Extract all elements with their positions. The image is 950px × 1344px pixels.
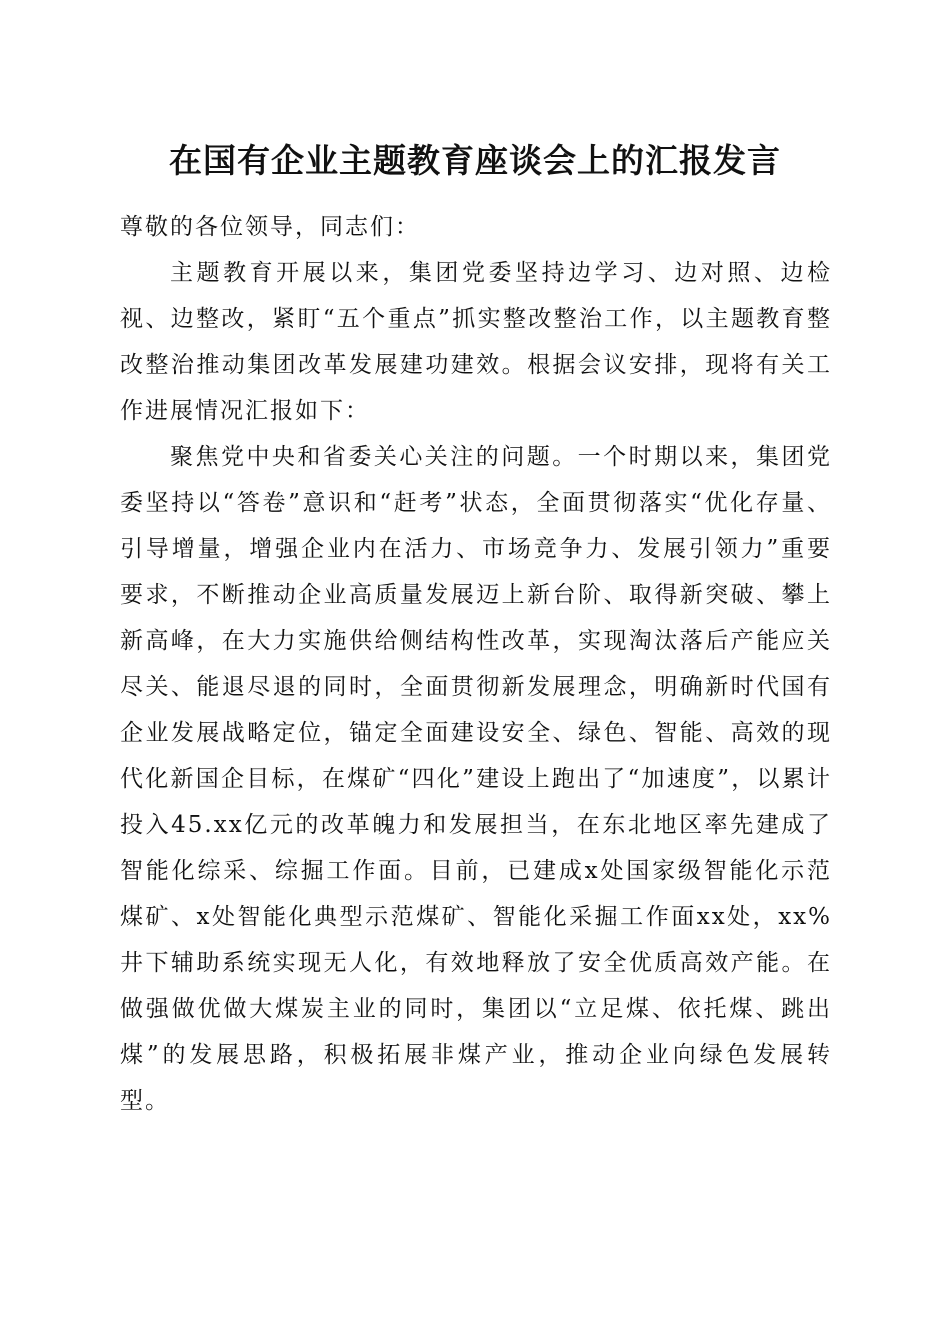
document-title: 在国有企业主题教育座谈会上的汇报发言 [169,141,781,180]
document-body [120,204,832,1124]
salutation: 尊敬的各位领导，同志们： [120,214,420,240]
paragraph-intro: 主题教育开展以来，集团党委坚持边学习、边对照、边检视、边整改，紧盯“五个重点”抓实整改整治工作，以主题教育整改整治推动集团改革发展建功建效。根据会议安排，现将有关工作进展情况汇报如下： [120,260,832,424]
paragraph-focus: 聚焦党中央和省委关心关注的问题。一个时期以来，集团党委坚持以“答卷”意识和“赶考”状态，全面贯彻落实“优化存量、引导增量，增强企业内在活力、市场竞争力、发展引领力”重要要求，不断推动企业高质量发展迈上新台阶、取得新突破、攀上新高峰，在大力实施供给侧结构性改革，实现淘汰落后产能应关尽关、能退尽退的同时，全面贯彻新发展理念，明确新时代国有企业发展战略定位，锚定全面建设安全、绿色、智能、高效的现代化新国企目标，在煤矿“四化”建设上跑出了“加速度”，以累计投入45.xx亿元的改革魄力和发展担当，在东北地区率先建成了智能化综采、综掘工作面。目前，已建成x处国家级智能化示范煤矿、x处智能化典型示范煤矿、智能化采掘工作面xx处，xx%井下辅助系统实现无人化，有效地释放了安全优质高效产能。在做强做优做大煤炭主业的同时，集团以“立足煤、依托煤、跳出煤”的发展思路，积极拓展非煤产业，推动企业向绿色发展转型。 [120,444,832,1114]
